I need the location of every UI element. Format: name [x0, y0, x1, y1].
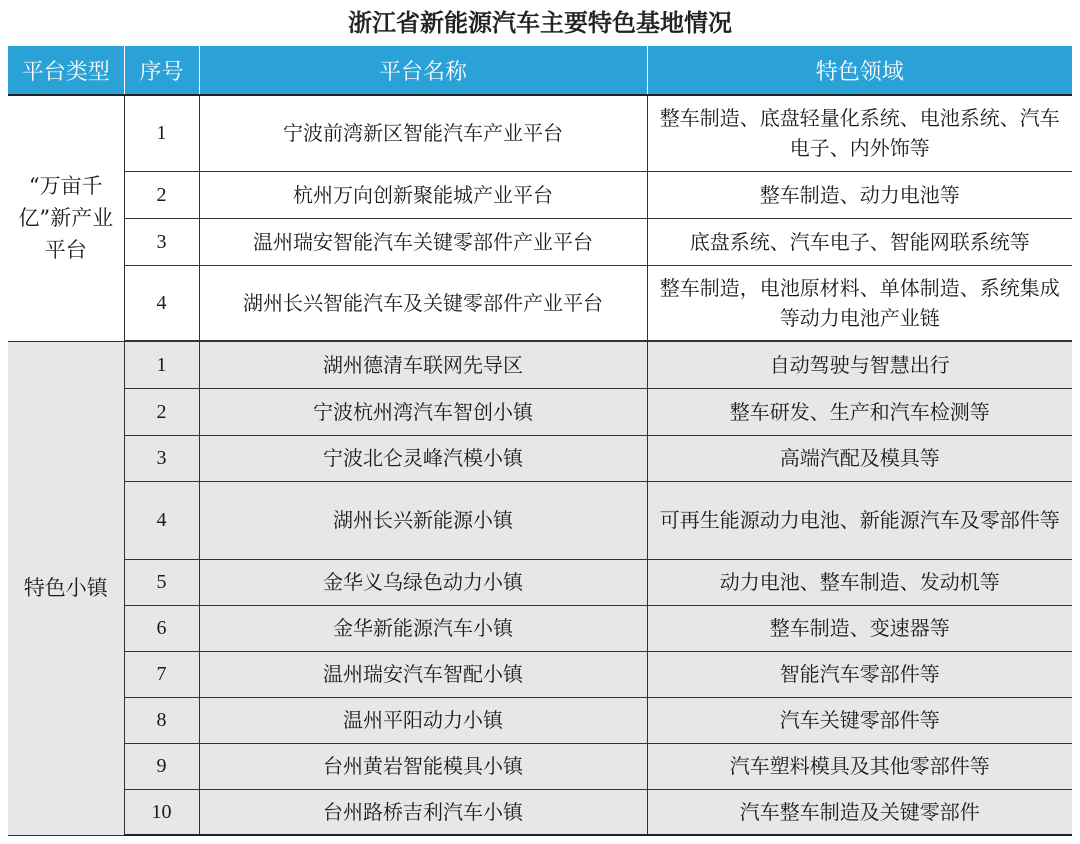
row-number: 2 [124, 171, 199, 218]
platform-name: 金华新能源汽车小镇 [199, 605, 647, 651]
header-name: 平台名称 [199, 46, 647, 95]
row-number: 2 [124, 388, 199, 435]
table-row [8, 435, 1072, 481]
domain-cell: 智能汽车零部件等 [647, 651, 1072, 697]
domain-cell: 可再生能源动力电池、新能源汽车及零部件等 [647, 481, 1072, 559]
page-title: 浙江省新能源汽车主要特色基地情况 [348, 9, 732, 37]
platform-name: 温州瑞安汽车智配小镇 [199, 651, 647, 697]
platform-name: 温州平阳动力小镇 [199, 697, 647, 743]
row-number: 1 [124, 95, 199, 171]
platform-name: 湖州长兴智能汽车及关键零部件产业平台 [199, 265, 647, 341]
table-row [8, 743, 1072, 789]
table-row [8, 265, 1072, 341]
table-row [8, 605, 1072, 651]
domain-cell: 整车研发、生产和汽车检测等 [647, 388, 1072, 435]
row-number: 10 [124, 789, 199, 835]
domain-cell: 汽车塑料模具及其他零部件等 [647, 743, 1072, 789]
row-number: 8 [124, 697, 199, 743]
domain-cell: 底盘系统、汽车电子、智能网联系统等 [647, 218, 1072, 265]
table-row [8, 789, 1072, 835]
row-number: 6 [124, 605, 199, 651]
platform-type-cell: “万亩千亿”新产业平台 [8, 95, 124, 341]
table-row [8, 341, 1072, 388]
header-num: 序号 [124, 46, 199, 95]
table-row [8, 651, 1072, 697]
table-row [8, 559, 1072, 605]
platform-name: 宁波北仑灵峰汽模小镇 [199, 435, 647, 481]
row-number: 5 [124, 559, 199, 605]
platform-name: 湖州长兴新能源小镇 [199, 481, 647, 559]
table-row [8, 171, 1072, 218]
table-row [8, 388, 1072, 435]
platform-name: 金华义乌绿色动力小镇 [199, 559, 647, 605]
table-row [8, 697, 1072, 743]
domain-cell: 整车制造、底盘轻量化系统、电池系统、汽车电子、内外饰等 [647, 95, 1072, 171]
domain-cell: 整车制造，电池原材料、单体制造、系统集成等动力电池产业链 [647, 265, 1072, 341]
domain-cell: 汽车整车制造及关键零部件 [647, 789, 1072, 835]
domain-cell: 汽车关键零部件等 [647, 697, 1072, 743]
platform-name: 湖州德清车联网先导区 [199, 341, 647, 388]
table-row [8, 481, 1072, 559]
table-row [8, 218, 1072, 265]
domain-cell: 整车制造、变速器等 [647, 605, 1072, 651]
domain-cell: 动力电池、整车制造、发动机等 [647, 559, 1072, 605]
table-row [8, 95, 1072, 171]
platform-name: 台州路桥吉利汽车小镇 [199, 789, 647, 835]
platform-name: 宁波前湾新区智能汽车产业平台 [199, 95, 647, 171]
row-number: 4 [124, 265, 199, 341]
domain-cell: 自动驾驶与智慧出行 [647, 341, 1072, 388]
row-number: 1 [124, 341, 199, 388]
row-number: 3 [124, 218, 199, 265]
row-number: 3 [124, 435, 199, 481]
bases-table [8, 46, 1072, 836]
platform-name: 台州黄岩智能模具小镇 [199, 743, 647, 789]
domain-cell: 整车制造、动力电池等 [647, 171, 1072, 218]
header-domain: 特色领域 [647, 46, 1072, 95]
row-number: 4 [124, 481, 199, 559]
header-type: 平台类型 [8, 46, 124, 95]
platform-name: 温州瑞安智能汽车关键零部件产业平台 [199, 218, 647, 265]
platform-type-cell: 特色小镇 [8, 341, 124, 835]
row-number: 9 [124, 743, 199, 789]
platform-name: 宁波杭州湾汽车智创小镇 [199, 388, 647, 435]
domain-cell: 高端汽配及模具等 [647, 435, 1072, 481]
platform-name: 杭州万向创新聚能城产业平台 [199, 171, 647, 218]
row-number: 7 [124, 651, 199, 697]
header-row [8, 46, 1072, 95]
